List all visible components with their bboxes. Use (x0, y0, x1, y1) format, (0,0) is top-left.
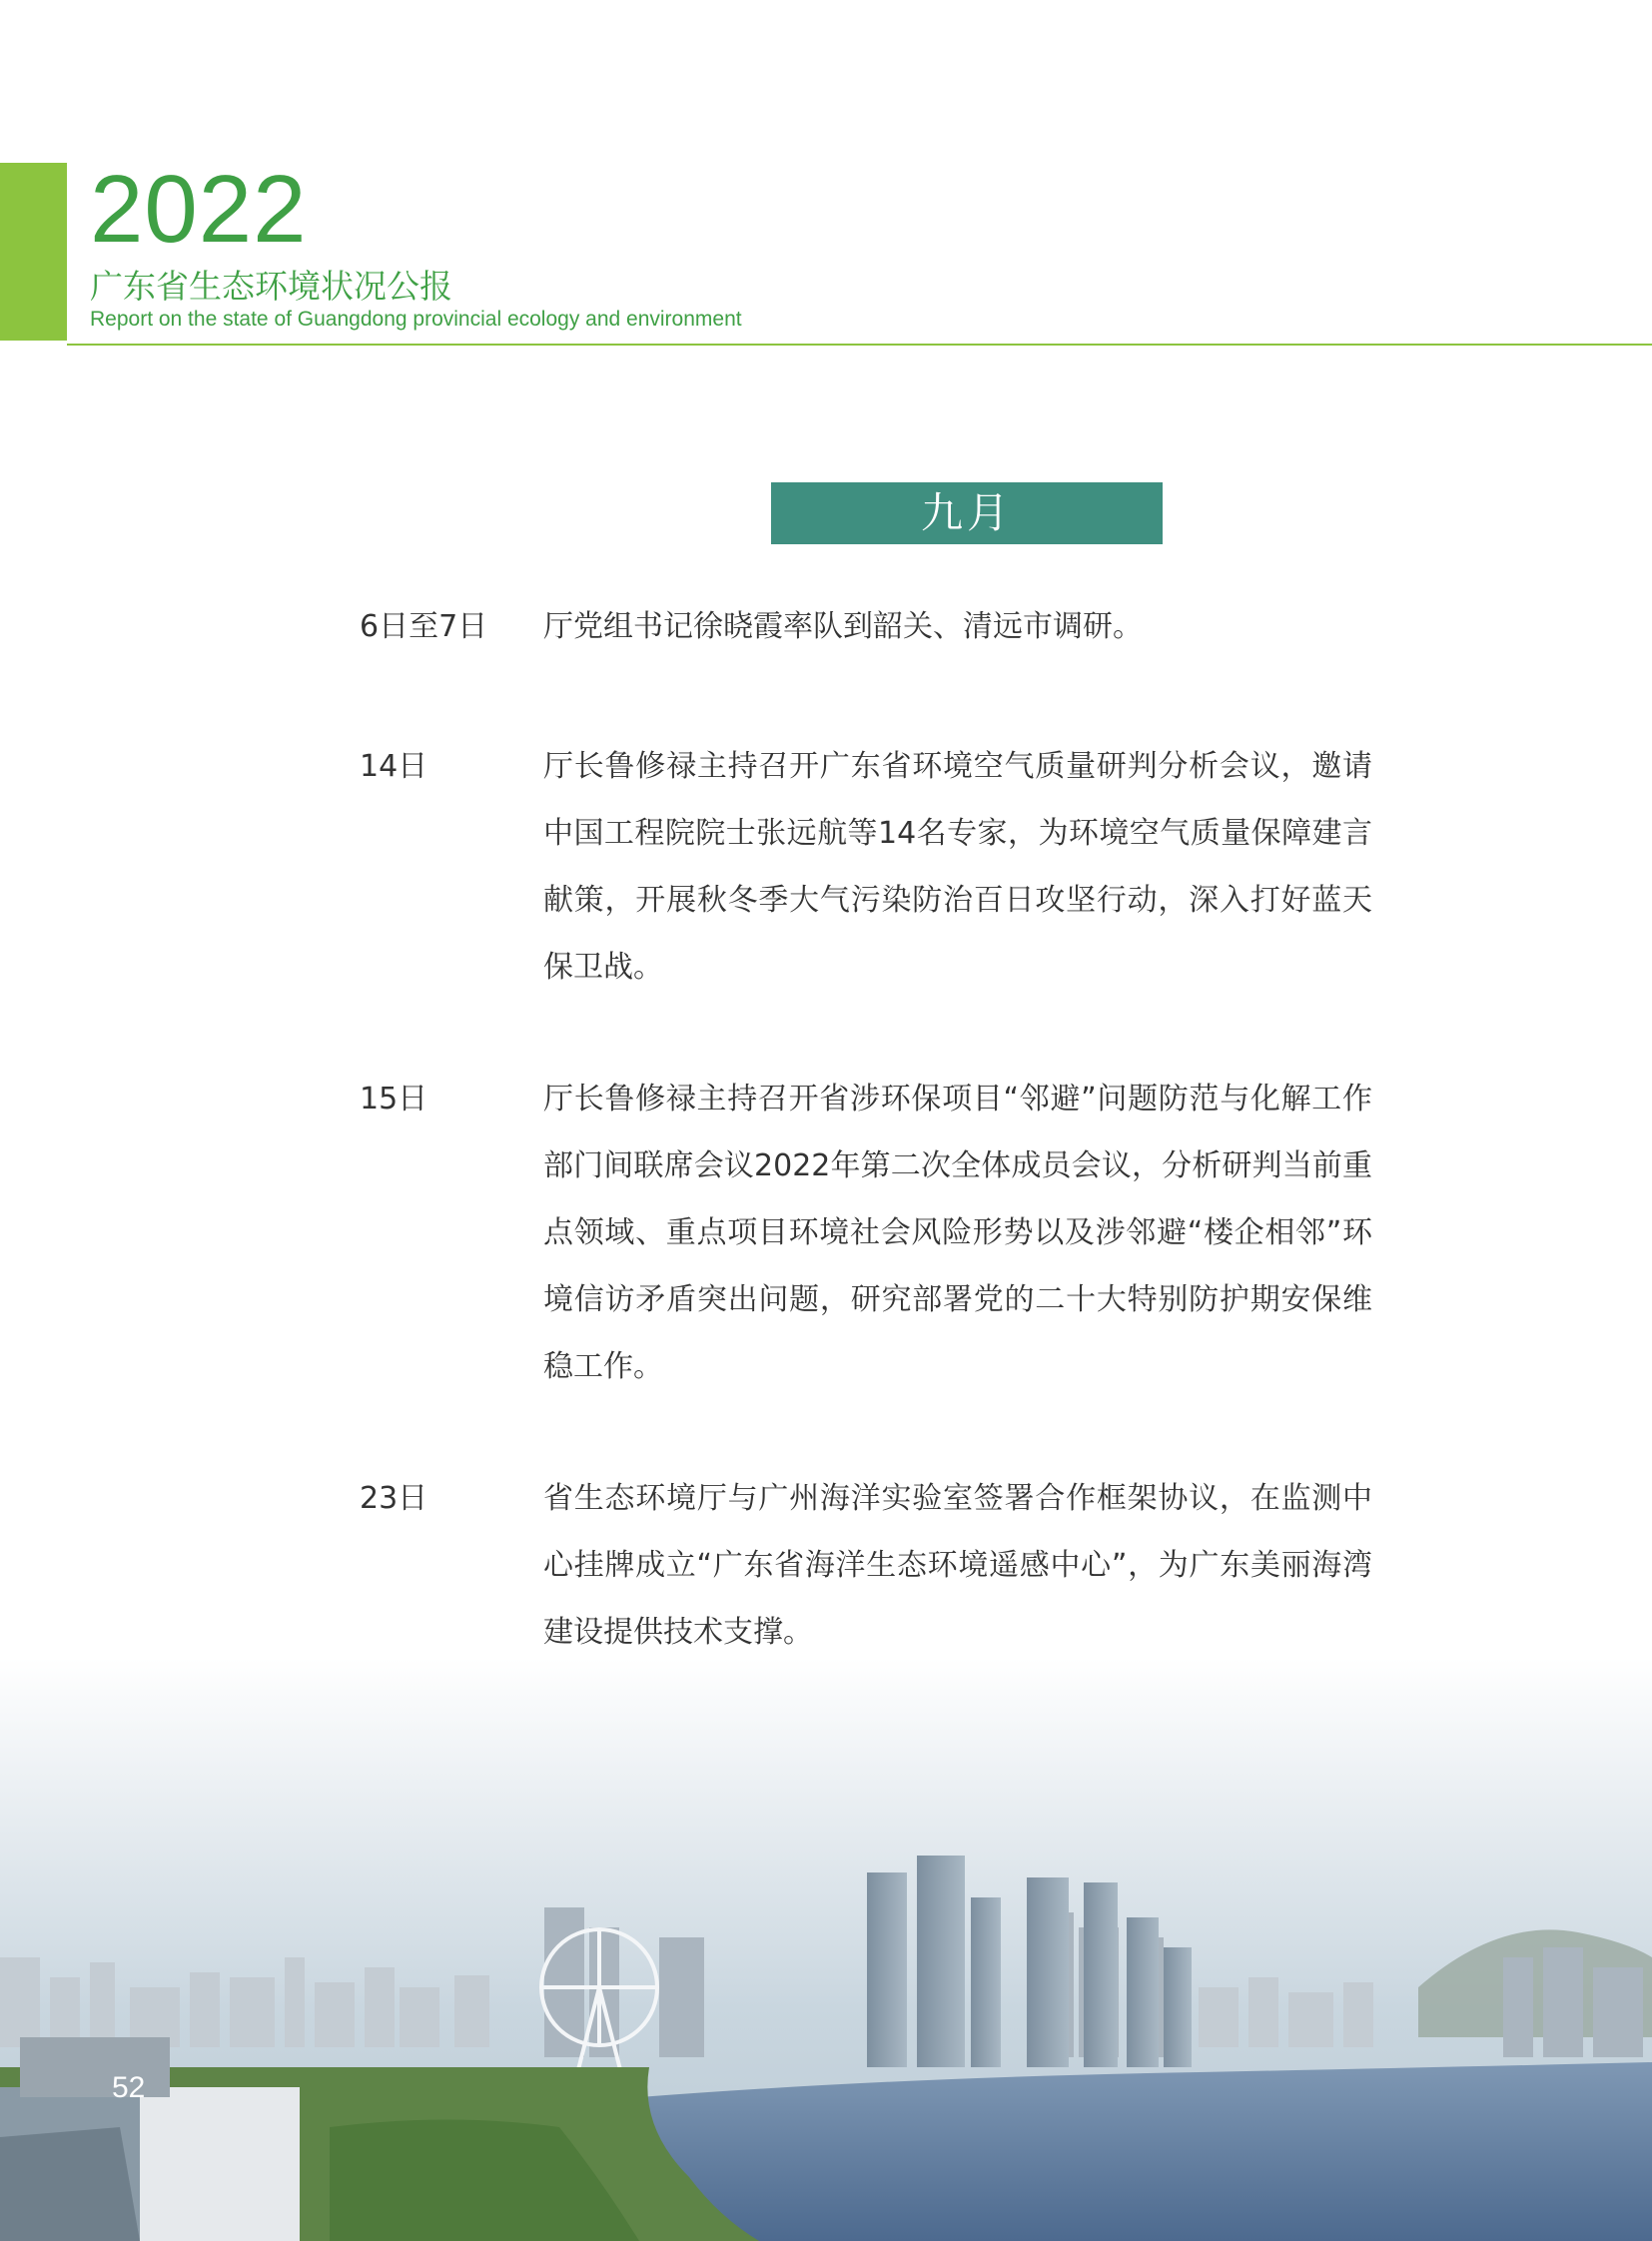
header-divider (67, 344, 1652, 346)
entry-text: 厅长鲁修禄主持召开广东省环境空气质量研判分析会议，邀请中国工程院院士张远航等14名专家，为环境空气质量保障建言献策，开展秋冬季大气污染防治百日攻坚行动，深入打好蓝天保卫战。 (543, 749, 1372, 985)
header-color-block (0, 163, 67, 341)
entry-text: 厅长鲁修禄主持召开省涉环保项目“邻避”问题防范与化解工作部门间联席会议2022年第二次全体成员会议，分析研判当前重点领域、重点项目环境社会风险形势以及涉邻避“楼企相邻”环境信访矛盾突出问题，研究部署党的二十大特别防护期安保维稳工作。 (543, 1082, 1372, 1384)
entry-date: 14日 (360, 749, 428, 784)
entry-date: 15日 (360, 1082, 428, 1117)
entry-date: 6日至7日 (360, 609, 488, 644)
month-heading: 九月 (771, 482, 1163, 544)
entry-text: 省生态环境厅与广州海洋实验室签署合作框架协议，在监测中心挂牌成立“广东省海洋生态环境遥感中心”，为广东美丽海湾建设提供技术支撑。 (543, 1481, 1372, 1650)
entry-text: 厅党组书记徐晓霞率队到韶关、清远市调研。 (543, 609, 1143, 644)
page-number: 52 (112, 2071, 146, 2104)
report-title-en: Report on the state of Guangdong provincial ecology and environment (90, 308, 742, 331)
city-skyline-photo (0, 1658, 1652, 2241)
report-year: 2022 (90, 156, 308, 263)
entry-date: 23日 (360, 1481, 428, 1516)
report-title-cn: 广东省生态环境状况公报 (90, 267, 452, 306)
